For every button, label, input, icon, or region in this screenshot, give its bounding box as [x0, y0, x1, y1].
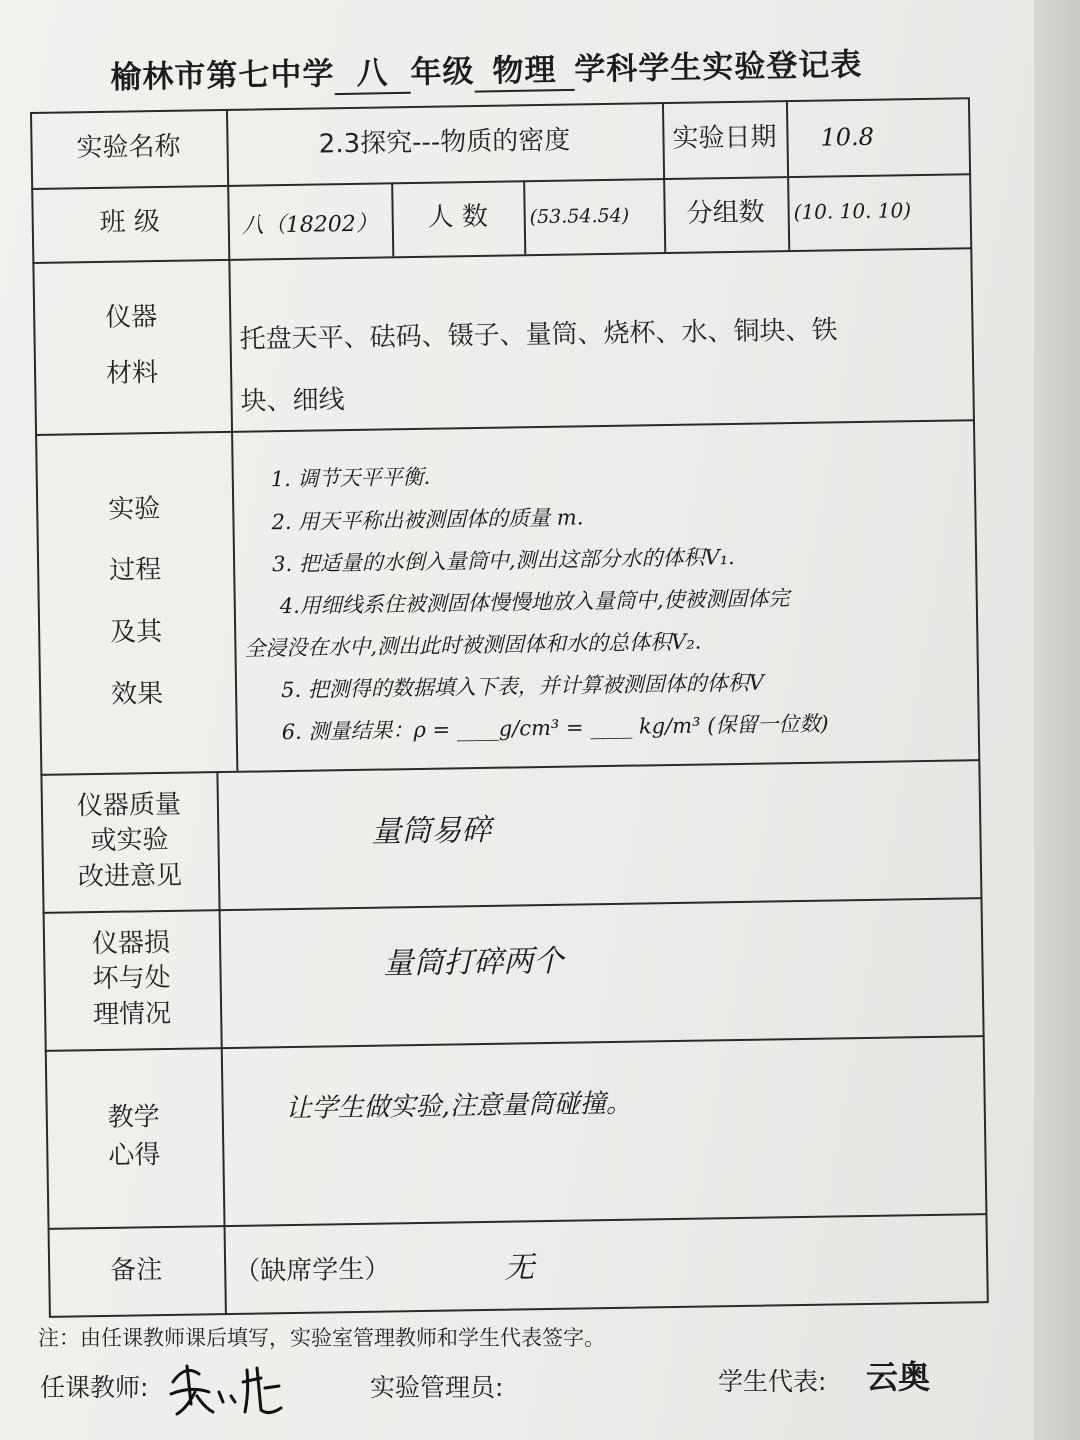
- equipment-line: 块、细线: [240, 385, 345, 417]
- quality-label: [40, 771, 218, 912]
- process-step: 1. 调节天平平衡.: [270, 464, 431, 492]
- damage-label-line: 坏与处: [92, 963, 171, 995]
- student-count-value: (53.54.54): [529, 204, 630, 229]
- page-edge-shadow: [1034, 0, 1080, 1440]
- process-step: 2. 用天平称出被测固体的质量 m.: [271, 505, 584, 535]
- teaching-value: 让学生做实验,注意量筒碰撞。: [285, 1088, 633, 1125]
- teaching-label-line: 心得: [108, 1140, 161, 1171]
- group-count-label: 分组数: [686, 197, 765, 229]
- teacher-signature: [165, 1352, 290, 1422]
- process-step: 4.用细线系住被测固体慢慢地放入量筒中,使被测固体完: [279, 586, 790, 619]
- damage-label: [43, 909, 221, 1050]
- process-step: 5. 把测得的数据填入下表，并计算被测固体的体积V: [280, 670, 765, 703]
- absent-students-label: （缺席学生）: [234, 1254, 391, 1287]
- process-step: 3. 把适量的水倒入量筒中,测出这部分水的体积V₁.: [271, 544, 735, 577]
- equipment-label-line: 材料: [105, 358, 159, 389]
- process-label-line: 过程: [108, 555, 162, 587]
- experiment-name-label: 实验名称: [76, 131, 181, 164]
- footer-note: 注：由任课教师课后填写，实验室管理教师和学生代表签字。: [38, 1326, 605, 1350]
- student-count-label: 人 数: [427, 201, 489, 233]
- teacher-label: 任课教师:: [40, 1373, 149, 1402]
- title-grade-suffix: 年级: [410, 53, 475, 91]
- registration-form-table: [30, 97, 999, 1322]
- student-rep-value: 云奥: [866, 1358, 931, 1396]
- title-suffix: 学科学生实验登记表: [574, 46, 863, 88]
- class-value: 八（18202）: [241, 211, 378, 239]
- lab-admin-label: 实验管理员:: [370, 1373, 504, 1402]
- document-title: [110, 38, 911, 99]
- process-label: [35, 431, 236, 774]
- absent-students-value: 无: [503, 1250, 535, 1286]
- equipment-label-line: 仪器: [104, 302, 158, 334]
- title-subject-fill: 物理: [474, 44, 575, 93]
- student-rep-label: 学生代表:: [718, 1367, 827, 1396]
- damage-label-line: 仪器损: [91, 928, 171, 960]
- title-school: 榆林市第七中学: [110, 56, 335, 96]
- damage-label-line: 理情况: [92, 998, 172, 1030]
- quality-value: 量筒易碎: [371, 812, 492, 850]
- process-label-line: 及其: [109, 616, 163, 648]
- quality-label-line: 仪器质量: [76, 790, 182, 822]
- process-label-line: 实验: [108, 493, 161, 525]
- experiment-date-label: 实验日期: [672, 122, 777, 155]
- equipment-label: [32, 259, 231, 434]
- process-step: 6. 测量结果：ρ = ____g/cm³ = ____ kg/m³ (保留一位数): [281, 711, 829, 745]
- teaching-label: [45, 1047, 224, 1228]
- remarks-label: 备注: [109, 1255, 163, 1287]
- teaching-label-line: 教学: [107, 1102, 161, 1134]
- class-label: 班 级: [99, 207, 161, 239]
- equipment-line: 托盘天平、砝码、镊子、量筒、烧杯、水、铜块、铁: [239, 315, 838, 355]
- quality-label-line: 或实验: [90, 825, 169, 857]
- process-label-line: 效果: [110, 678, 164, 710]
- experiment-name-value: 2.3探究---物质的密度: [318, 125, 571, 160]
- damage-value: 量筒打碎两个: [383, 943, 564, 982]
- experiment-date-value: 10.8: [820, 122, 875, 152]
- title-grade-fill: 八: [334, 47, 411, 95]
- quality-label-line: 改进意见: [77, 860, 183, 892]
- process-step: 全浸没在水中,测出此时被测固体和水的总体积V₂.: [244, 629, 702, 661]
- group-count-value: (10. 10. 10): [793, 198, 912, 225]
